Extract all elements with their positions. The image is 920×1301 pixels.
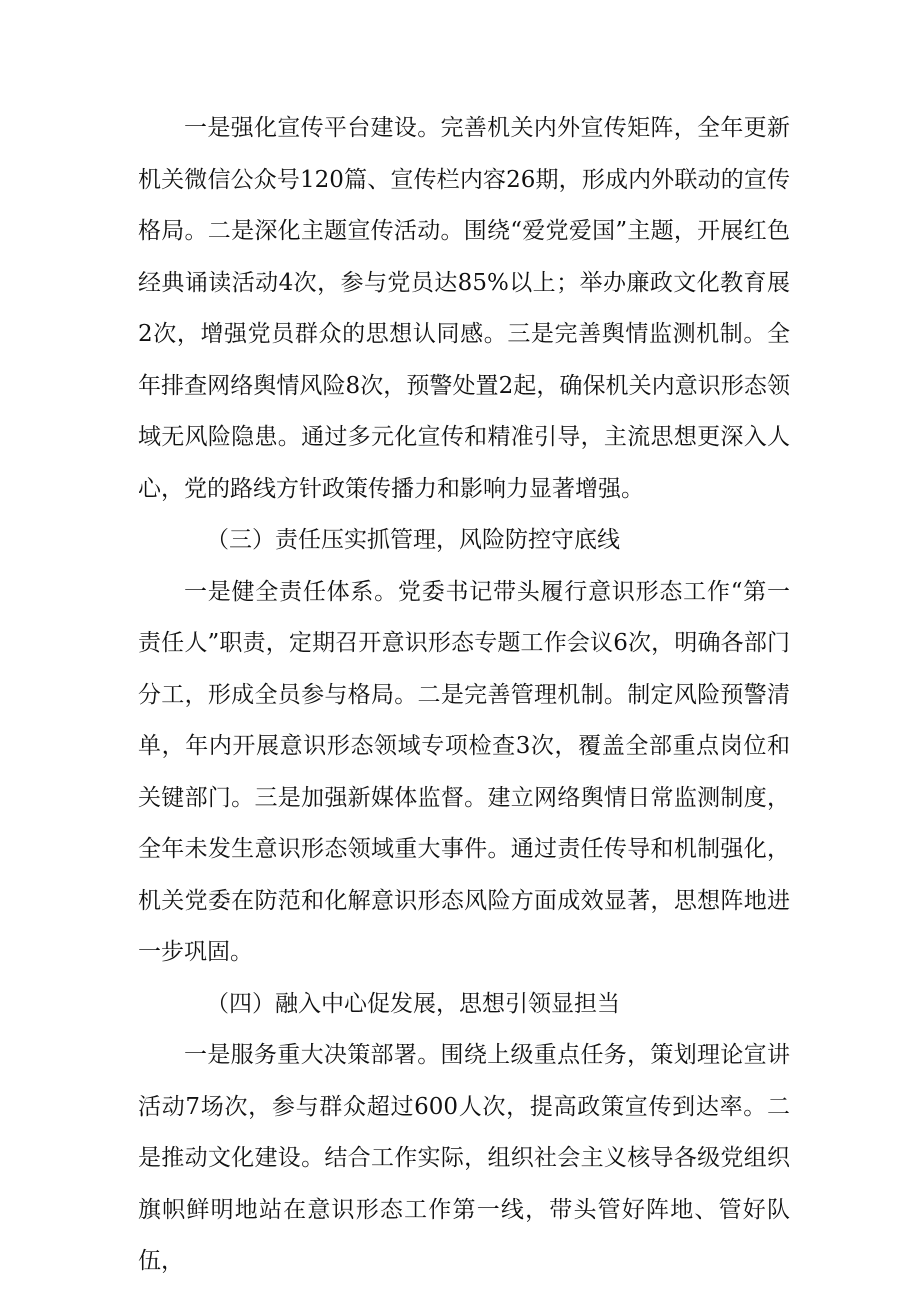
paragraph-development: 一是服务重大决策部署。围绕上级重点任务，策划理论宣讲活动7场次，参与群众超过600人次，提高政策宣传到达率。二是推动文化建设。结合工作实际，组织社会主义核导各级党组织旗帜鲜明地站在意识形态工作第一线，带头管好阵地、管好队伍，: [138, 1042, 790, 1274]
document-page: [138, 103, 790, 1288]
paragraph-propaganda: 一是强化宣传平台建设。完善机关内外宣传矩阵，全年更新机关微信公众号120篇、宣传栏内容26期，形成内外联动的宣传格局。二是深化主题宣传活动。围绕“爱党爱国”主题，开展红色经典诵读活动4次，参与党员达85%以上；举办廉政文化教育展2次，增强党员群众的思想认同感。三是完善舆情监测机制。全年排查网络舆情风险8次，预警处置2起，确保机关内意识形态领域无风险隐患。通过多元化宣传和精准引导，主流思想更深入人心，党的路线方针政策传播力和影响力显著增强。: [138, 115, 790, 502]
paragraph-responsibility: 一是健全责任体系。党委书记带头履行意识形态工作“第一责任人”职责，定期召开意识形态专题工作会议6次，明确各部门分工，形成全员参与格局。二是完善管理机制。制定风险预警清单，年内开展意识形态领域专项检查3次，覆盖全部重点岗位和关键部门。三是加强新媒体监督。建立网络舆情日常监测制度，全年未发生意识形态领域重大事件。通过责任传导和机制强化，机关党委在防范和化解意识形态风险方面成效显著，思想阵地进一步巩固。: [138, 578, 790, 965]
section-heading-3: （三）责任压实抓管理，风险防控守底线: [206, 527, 620, 553]
section-heading-4: （四）融入中心促发展，思想引领显担当: [206, 990, 620, 1017]
